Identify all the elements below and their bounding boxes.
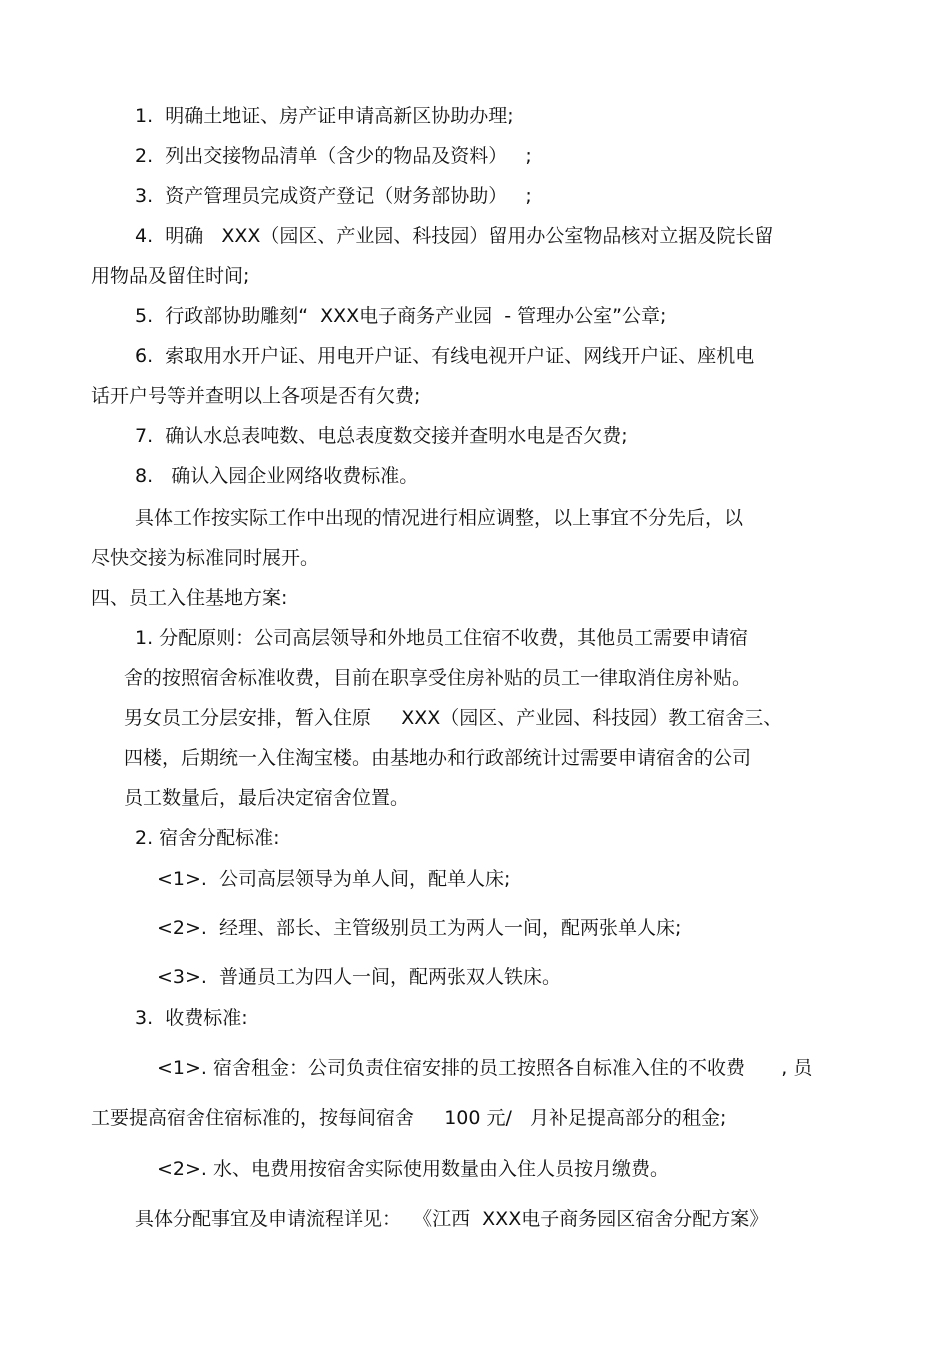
fee-item: <2>. 水、电费用按宿舍实际使用数量由入住人员按月缴费。 (157, 1158, 670, 1180)
list-item: 6. 索取用水开户证、用电开户证、有线电视开户证、网线开户证、座机电 (135, 345, 755, 367)
list-item-continuation: 话开户号等并查明以上各项是否有欠费; (91, 385, 421, 407)
list-item: 2. 列出交接物品清单（含少的物品及资料） ; (135, 145, 532, 167)
principle-paragraph: 舍的按照宿舍标准收费，目前在职享受住房补贴的员工一律取消住房补贴。 (124, 667, 752, 689)
principle-paragraph: 男女员工分层安排，暂入住原 XXX（园区、产业园、科技园）教工宿舍三、 (124, 707, 783, 729)
standard-item: <1>. 公司高层领导为单人间，配单人床; (157, 868, 511, 890)
fee-item: <1>. 宿舍租金：公司负责住宿安排的员工按照各自标准入住的不收费 , 员 (157, 1057, 813, 1079)
list-item: 1. 明确土地证、房产证申请高新区协助办理; (135, 105, 514, 127)
principle-paragraph: 员工数量后，最后决定宿舍位置。 (124, 787, 410, 809)
section-heading: 四、员工入住基地方案: (91, 587, 288, 609)
standard-item: <3>. 普通员工为四人一间，配两张双人铁床。 (157, 966, 562, 988)
list-item: 7. 确认水总表吨数、电总表度数交接并查明水电是否欠费; (135, 425, 628, 447)
principle-paragraph: 1. 分配原则：公司高层领导和外地员工住宿不收费，其他员工需要申请宿 (135, 627, 749, 649)
subheading: 3. 收费标准: (135, 1007, 248, 1029)
list-item: 5. 行政部协助雕刻“ XXX电子商务产业园 - 管理办公室”公章; (135, 305, 667, 327)
subheading: 2. 宿舍分配标准: (135, 827, 280, 849)
principle-paragraph: 四楼，后期统一入住淘宝楼。由基地办和行政部统计过需要申请宿舍的公司 (124, 747, 752, 769)
closing-paragraph: 具体分配事宜及申请流程详见： 《江西 XXX电子商务园区宿舍分配方案》 (135, 1208, 769, 1230)
list-item: 3. 资产管理员完成资产登记（财务部协助） ; (135, 185, 532, 207)
list-item: 4. 明确 XXX（园区、产业园、科技园）留用办公室物品核对立据及院长留 (135, 225, 774, 247)
standard-item: <2>. 经理、部长、主管级别员工为两人一间，配两张单人床; (157, 917, 682, 939)
list-item: 8. 确认入园企业网络收费标准。 (135, 465, 419, 487)
list-item-continuation: 用物品及留住时间; (91, 265, 250, 287)
note-paragraph-continuation: 尽快交接为标准同时展开。 (91, 547, 320, 569)
note-paragraph: 具体工作按实际工作中出现的情况进行相应调整，以上事宜不分先后，以 (135, 507, 744, 529)
fee-item-continuation: 工要提高宿舍住宿标准的，按每间宿舍 100 元/ 月补足提高部分的租金; (91, 1107, 727, 1129)
